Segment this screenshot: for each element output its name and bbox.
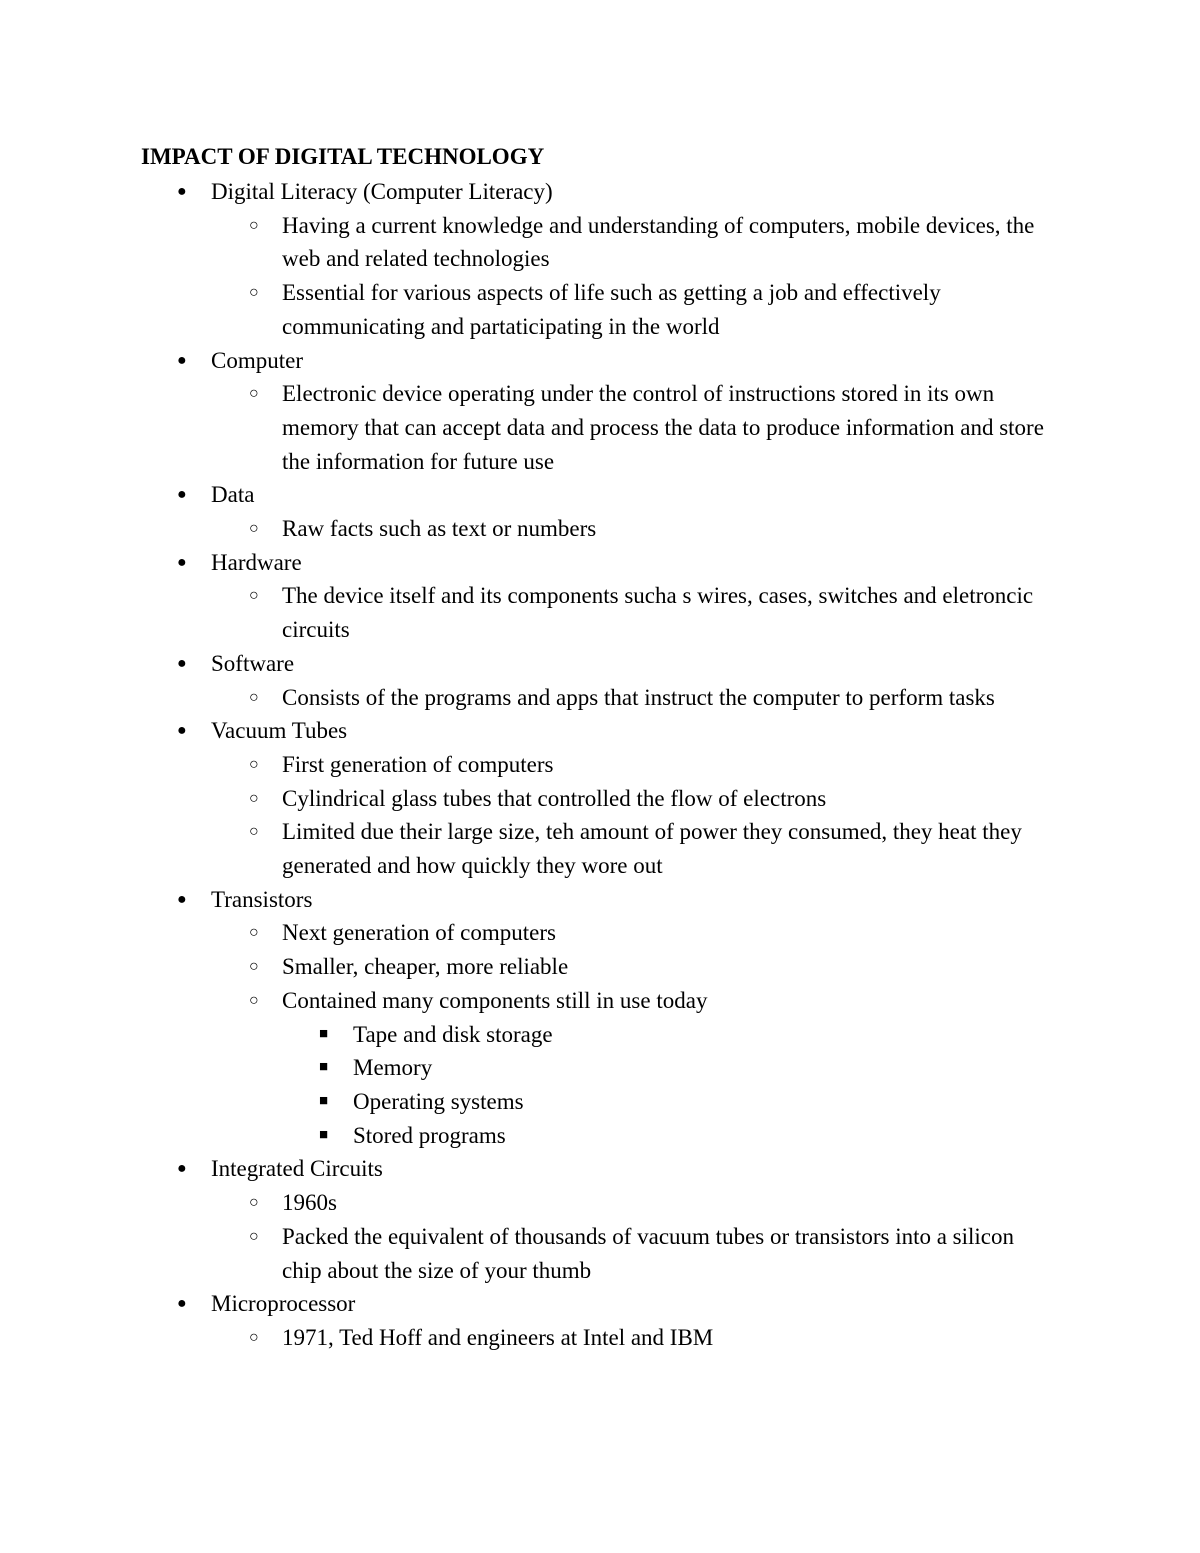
hollow-bullet-icon: ○ — [249, 924, 259, 942]
list-item-detail — [0, 377, 1054, 478]
detail-text: Electronic device operating under the control of instructions stored in its own memory that can accept data and process the data to produce information and store the information for future use — [282, 381, 1044, 474]
list-item-detail — [0, 950, 1054, 984]
list-item-term — [0, 714, 1051, 748]
term-text: Integrated Circuits — [211, 1156, 383, 1182]
hollow-bullet-icon: ○ — [249, 688, 259, 706]
detail-text: Contained many components still in use today — [282, 987, 708, 1013]
detail-text: 1971, Ted Hoff and engineers at Intel and IBM — [282, 1324, 714, 1350]
detail-text: First generation of computers — [282, 751, 554, 777]
square-bullet-icon: ■ — [319, 1025, 329, 1042]
detail-text: Smaller, cheaper, more reliable — [282, 954, 569, 980]
list-item-detail — [0, 984, 1054, 1018]
list-item-detail — [0, 579, 1054, 646]
filled-bullet-icon: ● — [177, 654, 187, 672]
list-item-detail — [0, 681, 1054, 715]
list-item-detail — [0, 512, 1054, 546]
subdetail-text: Operating systems — [353, 1088, 524, 1114]
subdetail-text: Memory — [353, 1055, 433, 1081]
list-item-term — [0, 546, 1051, 580]
list-item-detail — [0, 748, 1054, 782]
list-item-term — [0, 1152, 1051, 1186]
square-bullet-icon: ■ — [319, 1059, 329, 1076]
list-item-subdetail — [0, 1018, 1053, 1052]
filled-bullet-icon: ● — [177, 890, 187, 908]
filled-bullet-icon: ● — [177, 1160, 187, 1178]
hollow-bullet-icon: ○ — [249, 755, 259, 773]
detail-text: Packed the equivalent of thousands of vacuum tubes or transistors into a silicon chip about the size of your thumb — [282, 1223, 1015, 1283]
list-item-term — [0, 478, 1051, 512]
hollow-bullet-icon: ○ — [249, 789, 259, 807]
list-item-subdetail — [0, 1085, 1053, 1119]
term-text: Vacuum Tubes — [211, 718, 348, 744]
subdetail-text: Tape and disk storage — [353, 1021, 553, 1047]
list-item-detail — [0, 1220, 1054, 1287]
list-item-detail — [0, 916, 1054, 950]
term-text: Hardware — [211, 549, 302, 575]
detail-text: Essential for various aspects of life such as getting a job and effectively communicating and partaticipating in the world — [282, 280, 941, 339]
detail-text: Consists of the programs and apps that instruct the computer to perform tasks — [282, 684, 995, 710]
filled-bullet-icon: ● — [177, 486, 187, 504]
detail-text: The device itself and its components sucha s wires, cases, switches and eletroncic circuits — [282, 583, 1034, 643]
detail-text: Cylindrical glass tubes that controlled the flow of electrons — [282, 785, 827, 811]
filled-bullet-icon: ● — [177, 722, 187, 740]
hollow-bullet-icon: ○ — [249, 823, 259, 841]
term-text: Computer — [211, 347, 303, 373]
subdetail-text: Stored programs — [353, 1122, 506, 1148]
detail-text: Next generation of computers — [282, 920, 556, 946]
hollow-bullet-icon: ○ — [249, 1227, 259, 1245]
hollow-bullet-icon: ○ — [249, 520, 259, 538]
hollow-bullet-icon: ○ — [249, 284, 259, 302]
square-bullet-icon: ■ — [319, 1092, 329, 1109]
list-item-term — [0, 175, 1051, 209]
list-item-detail — [0, 209, 1054, 276]
term-text: Digital Literacy (Computer Literacy) — [211, 179, 553, 204]
notes-outline — [0, 175, 1200, 1355]
list-item-detail — [0, 1186, 1054, 1220]
filled-bullet-icon: ● — [177, 553, 187, 571]
list-item-detail — [0, 815, 1054, 882]
square-bullet-icon: ■ — [319, 1126, 329, 1143]
list-item-term — [0, 344, 1051, 378]
list-item-subdetail — [0, 1119, 1053, 1153]
hollow-bullet-icon: ○ — [249, 587, 259, 605]
list-item-detail — [0, 1321, 1054, 1355]
detail-text: Limited due their large size, teh amount of power they consumed, they heat they generated and how quickly they wore out — [282, 819, 1022, 879]
detail-text: Having a current knowledge and understanding of computers, mobile devices, the web and related technologies — [282, 212, 1035, 272]
hollow-bullet-icon: ○ — [249, 385, 259, 403]
filled-bullet-icon: ● — [177, 183, 187, 200]
document-title: IMPACT OF DIGITAL TECHNOLOGY — [141, 144, 545, 169]
list-item-detail — [0, 782, 1054, 816]
term-text: Transistors — [211, 886, 313, 912]
hollow-bullet-icon: ○ — [249, 1194, 259, 1212]
hollow-bullet-icon: ○ — [249, 991, 259, 1009]
hollow-bullet-icon: ○ — [249, 1328, 259, 1346]
filled-bullet-icon: ● — [177, 351, 187, 369]
term-text: Data — [211, 482, 255, 508]
list-item-term — [0, 1287, 1051, 1321]
detail-text: 1960s — [282, 1190, 337, 1216]
filled-bullet-icon: ● — [177, 1295, 187, 1313]
list-item-term — [0, 883, 1051, 917]
detail-text: Raw facts such as text or numbers — [282, 516, 597, 542]
hollow-bullet-icon: ○ — [249, 958, 259, 976]
term-text: Software — [211, 650, 295, 676]
term-text: Microprocessor — [211, 1291, 356, 1317]
hollow-bullet-icon: ○ — [249, 216, 259, 234]
list-item-term — [0, 647, 1051, 681]
list-item-subdetail — [0, 1051, 1053, 1085]
list-item-detail — [0, 276, 1054, 343]
